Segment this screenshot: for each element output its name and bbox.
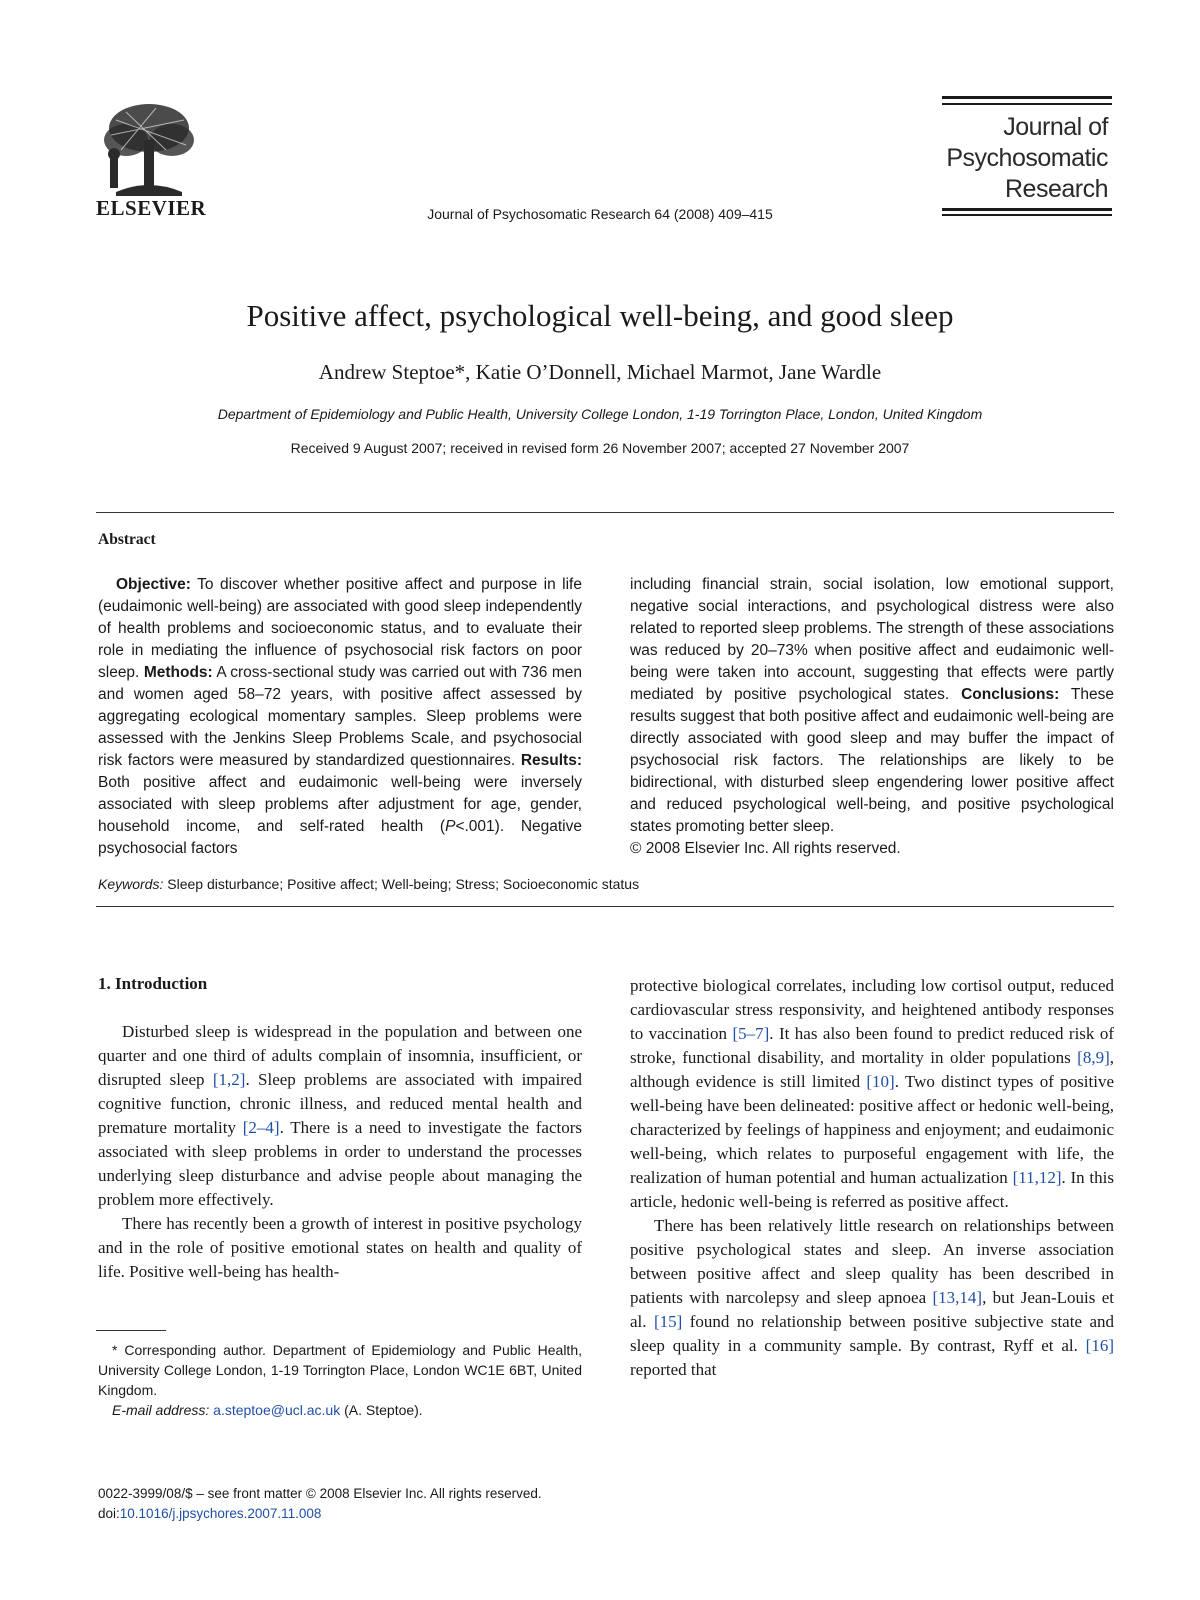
footnote-divider <box>96 1330 166 1331</box>
citation-link[interactable]: [2–4] <box>242 1118 280 1137</box>
results-label: Results: <box>520 752 582 769</box>
abstract-right-column: including financial strain, social isolation, low emotional support, negative social interactions, and psychological distress were also related to reported sleep problems. The strength of these associations was reduced by 20–73% when positive affect and eudaimonic well-being were taken into account, suggesting that effects were partly mediated by positive psychological states. Conclusions: These results suggest that both positive affect and eudaimonic well-being are directly associated with good sleep and may buffer the impact of psychosocial risk factors. The relationships are likely to be bidirectional, with disturbed sleep engendering lower positive affect and reduced psychological well-being, and positive psychological states promoting better sleep. © 2008 Elsevier Inc. All rights reserved. <box>630 576 1115 857</box>
objective-label: Objective: <box>116 576 191 593</box>
paragraph: protective biological correlates, including low cortisol output, reduced cardiovascular stress responsivity, and heightened antibody responses to vaccination [5–7]. It has also been found to predict reduced risk of stroke, functional disability, and mortality in older populations [8,9], although evidence is still limited [10]. Two distinct types of positive well-being have been delineated: positive affect or hedonic well-being, characterized by feelings of happiness and enjoyment; and eudaimonic well-being, which relates to purposeful engagement with life, the realization of human potential and human actualization [11,12]. In this article, hedonic well-being is referred as positive affect. <box>630 976 1115 1211</box>
paragraph: Disturbed sleep is widespread in the population and between one quarter and one third of adults complain of insomnia, insufficient, or disrupted sleep [1,2]. Sleep problems are associated with impaired cognitive function, chronic illness, and reduced mental health and premature mortality [2–4]. There is a need to investigate the factors associated with sleep problems in order to understand the processes underlying sleep disturbance and advise people about managing the problem more effectively. <box>98 1022 582 1209</box>
front-matter: 0022-3999/08/$ – see front matter © 2008 Elsevier Inc. All rights reserved. doi:10.1016/j.jpsychores.2007.11.008 <box>98 1486 542 1521</box>
body-right-column <box>630 974 1114 1382</box>
abstract-heading: Abstract <box>98 531 156 548</box>
citation-link[interactable]: [10] <box>866 1072 895 1091</box>
citation-link[interactable]: [1,2] <box>212 1070 246 1089</box>
divider <box>96 906 1114 907</box>
section-heading: 1. Introduction <box>98 974 208 993</box>
divider <box>96 512 1114 513</box>
article-title: Positive affect, psychological well-being, and good sleep <box>246 298 954 333</box>
citation-link[interactable]: [5–7] <box>732 1024 770 1043</box>
citation-link[interactable]: [15] <box>653 1312 683 1331</box>
doi-link[interactable]: 10.1016/j.jpsychores.2007.11.008 <box>119 1506 322 1521</box>
abstract-left-column: Objective: To discover whether positive affect and purpose in life (eudaimonic well-being) are associated with good sleep independently of health problems and socioeconomic status, and to evaluate their role in mediating the influence of psychosocial risk factors on poor sleep. Methods: A cross-sectional study was carried out with 736 men and women aged 58–72 years, with positive affect assessed by aggregating ecological momentary samples. Sleep problems were assessed with the Jenkins Sleep Problems Scale, and psychosocial risk factors were measured by standardized questionnaires. Results: Both positive affect and eudaimonic well-being were inversely associated with sleep problems after adjustment for age, gender, household income, and self-rated health (P<.001). Negative psychosocial factors <box>98 576 582 857</box>
methods-label: Methods: <box>143 664 213 681</box>
citation-link[interactable]: [8,9] <box>1077 1048 1110 1067</box>
received-dates: Received 9 August 2007; received in revised form 26 November 2007; accepted 27 November 2007 <box>290 440 910 456</box>
journal-logo-text: Journal of Psychosomatic Research <box>946 113 1108 203</box>
footnote: * Corresponding author. Department of Epidemiology and Public Health, University College London, 1-19 Torrington Place, London WC1E 6BT, United Kingdom. E-mail address: a.steptoe@ucl.ac.uk (A. Steptoe). <box>98 1342 582 1418</box>
body-left-column <box>98 1020 582 1284</box>
journal-citation: Journal of Psychosomatic Research 64 (2008) 409–415 <box>427 206 773 222</box>
paragraph: There has been relatively little research on relationships between positive psychological states and sleep. An inverse association between positive affect and sleep quality has been described in patients with narcolepsy and sleep apnoea [13,14], but Jean-Louis et al. [15] found no relationship between positive subjective state and sleep quality in a community sample. By contrast, Ryff et al. [16] reported that <box>630 1216 1114 1379</box>
journal-logo <box>942 96 1112 216</box>
paragraph: There has recently been a growth of interest in positive psychology and in the role of positive emotional states on health and quality of life. Positive well-being has health- <box>98 1214 582 1281</box>
copyright: © 2008 Elsevier Inc. All rights reserved. <box>630 840 901 857</box>
author-affiliation: Department of Epidemiology and Public Health, University College London, 1-19 Torrington Place, London, United Kingdom <box>217 406 983 422</box>
citation-link[interactable]: [13,14] <box>932 1288 983 1307</box>
email-link[interactable]: a.steptoe@ucl.ac.uk <box>213 1402 341 1418</box>
elsevier-tree-logo <box>96 100 202 200</box>
citation-link[interactable]: [11,12] <box>1012 1168 1062 1187</box>
publisher-logo-text: ELSEVIER <box>96 196 207 220</box>
keywords: Keywords: Sleep disturbance; Positive affect; Well-being; Stress; Socioeconomic status <box>98 876 640 892</box>
conclusions-label: Conclusions: <box>961 686 1060 703</box>
corresponding-author: * Corresponding author. Department of Epidemiology and Public Health, University College London, 1-19 Torrington Place, London WC1E 6BT, United Kingdom. <box>98 1342 582 1398</box>
author-list: Andrew Steptoe*, Katie O’Donnell, Michael Marmot, Jane Wardle <box>318 360 882 384</box>
issn-line: 0022-3999/08/$ – see front matter © 2008 Elsevier Inc. All rights reserved. <box>98 1486 542 1501</box>
citation-link[interactable]: [16] <box>1085 1336 1114 1355</box>
